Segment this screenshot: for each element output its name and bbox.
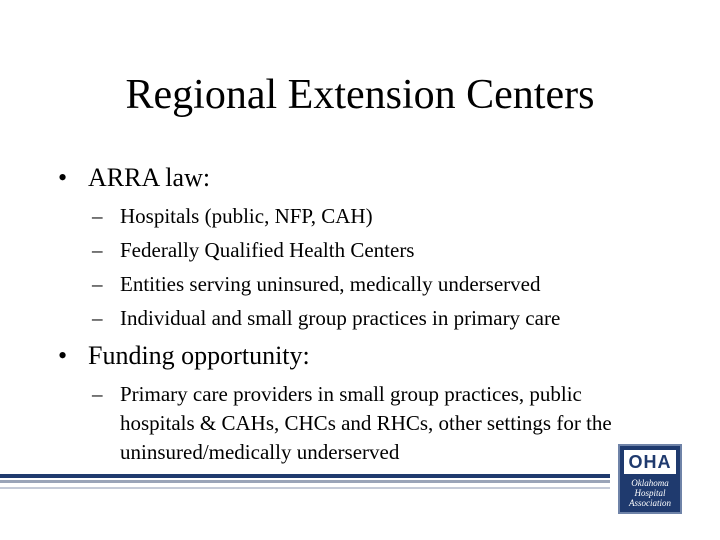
sub-item-text: Primary care providers in small group practices, public hospitals & CAHs, CHCs and RHCs, other settings for the uninsured/medically underserved (120, 382, 612, 464)
oha-logo-line3: Association (629, 498, 671, 508)
sub-item-text: Individual and small group practices in primary care (120, 306, 561, 330)
sub-item-text: Entities serving uninsured, medically underserved (120, 272, 541, 296)
oha-logo (618, 444, 682, 514)
dash-marker: – (92, 306, 103, 330)
dash-marker: – (92, 382, 103, 406)
dash-marker: – (92, 238, 103, 262)
footer-rule-mid (0, 480, 610, 483)
footer-rule-light (0, 487, 610, 489)
bullet-label: Funding opportunity: (88, 341, 310, 370)
sub-item-text: Hospitals (public, NFP, CAH) (120, 204, 373, 228)
footer-rule-dark (0, 474, 610, 478)
sub-item-text: Federally Qualified Health Centers (120, 238, 415, 262)
bullet-dot: • (58, 341, 68, 370)
bullet-dot: • (58, 163, 68, 192)
dash-marker: – (92, 272, 103, 296)
slide-title: Regional Extension Centers (125, 72, 595, 118)
dash-marker: – (92, 204, 103, 228)
bullet-label: ARRA law: (88, 163, 211, 192)
oha-logo-line1: Oklahoma (631, 478, 669, 488)
oha-logo-mark: OHA (624, 450, 676, 474)
oha-logo-line2: Hospital (634, 488, 666, 498)
